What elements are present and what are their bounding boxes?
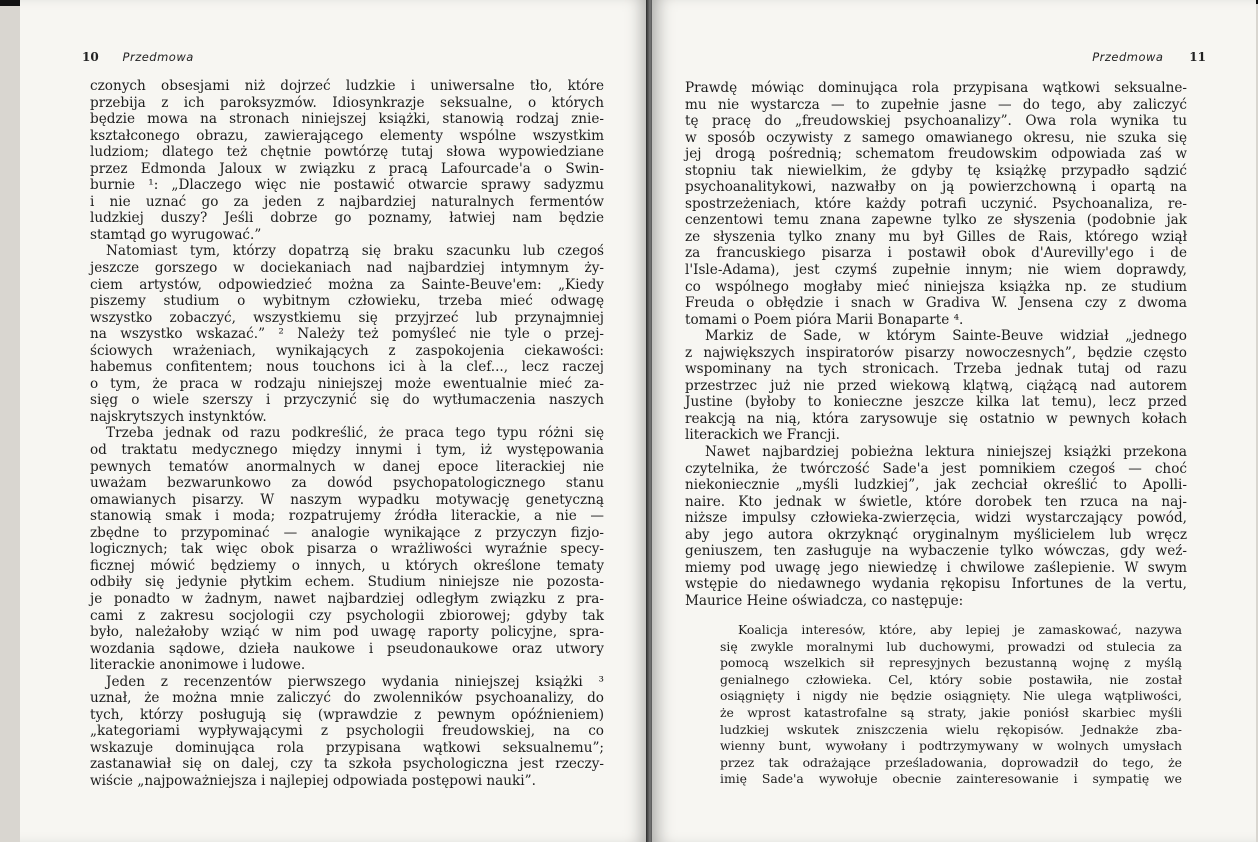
text-line: tych, którzy posługują się (wprawdzie z pewnym opóźnieniem) — [90, 706, 604, 723]
text-line: ficznej mówić będziemy o innych, u których określone tematy — [90, 557, 604, 574]
text-line: Markiz de Sade, w którym Sainte-Beuve widział „jednego — [705, 328, 1187, 345]
text-line: będzie mowa na stronach niniejszej książki, stanowią rodzaj znie- — [90, 111, 604, 128]
text-line: miemy pod uwagę jego niewiedzę i chwilowe zaślepienie. W swym — [685, 559, 1187, 576]
right-page — [652, 0, 1256, 842]
text-line: imię Sade'a wywołuje obecnie zainteresowanie i sympatię we — [720, 771, 1182, 787]
text-line: przez tak odrażające prześladowania, doprowadził do tego, że — [720, 754, 1182, 770]
left-page-header — [82, 50, 194, 64]
text-line: czytelnika, że twórczość Sade'a jest pomnikiem czegoś — choć — [685, 460, 1187, 477]
text-line: co wspólnego mogłaby mieć niniejsza książka np. ze studium — [685, 278, 1187, 295]
text-line: wspominany na tych stronicach. Trzeba jednak tutaj od razu — [685, 361, 1187, 378]
text-line: wstępie do niedawnego wydania rękopisu Infortunes de la vertu, — [685, 576, 1187, 593]
text-line: Maurice Heine oświadcza, co następuje: — [685, 592, 964, 609]
text-line: wozdania sądowe, dzieła naukowe i pseudonaukowe oraz utwory — [90, 640, 604, 657]
text-line: że wprost katastrofalne są straty, jakie poniósł skarbiec myśli — [720, 704, 1182, 720]
text-line: uważam bezwarunkowo za dowód psychopatologicznego stanu — [90, 475, 604, 492]
text-line: wszystko zobaczyć, wszystkiemu się przyjrzeć lub przynajmniej — [90, 309, 604, 326]
text-line: geniuszem, ten zasługuje na wybaczenie tylko wówczas, gdy weź- — [685, 543, 1187, 560]
text-line: osiągnięty i nigdy nie będzie osiągnięty. Nie ulega wątpliwości, — [720, 688, 1182, 704]
text-line: pewnych tematów anormalnych w danej epoce literackiej nie — [90, 458, 604, 475]
text-line: genialnego człowieka. Cel, który sobie postawiła, nie został — [720, 671, 1182, 687]
text-line: cami z zakresu socjologii czy psychologii zbiorowej; gdyby tak — [90, 607, 604, 624]
text-line: odbiły się jedynie płytkim echem. Studium niniejsze nie pozosta- — [90, 574, 604, 591]
text-line: na wszystko wskazać.” ² Należy też pomyśleć nie tyle o przej- — [90, 326, 604, 343]
text-line: Justine (byłoby to konieczne jeszcze kilka lat temu), lecz przed — [685, 394, 1187, 411]
text-line: czonych obsesjami niż dojrzeć ludzkie i uniwersalne tło, które — [90, 78, 604, 94]
text-line: habemus confitentem; nous touchons ici à la clef..., lecz raczej — [90, 359, 604, 376]
text-line: „kategoriami wypływającymi z psychologii freudowskiej, na co — [90, 723, 604, 740]
text-line: przestrzec już nie przed wiekową klątwą, ciążącą nad autorem — [685, 377, 1187, 394]
text-line: Jeden z recenzentów pierwszego wydania niniejszej książki ³ — [106, 673, 604, 690]
text-line: przebija z ich paroksyzmów. Idiosynkrazje seksualne, o których — [90, 94, 604, 111]
text-line: spostrzeżeniach, które każdy potrafi uczynić. Psychoanaliza, re- — [685, 195, 1187, 212]
text-line: wienny bunt, wywołany i podtrzymywany w wolnych umysłach — [720, 738, 1182, 754]
text-line: l'Isle-Adama), jest czymś zupełnie innym; nie wiem doprawdy, — [685, 262, 1187, 279]
right-page-header — [1092, 50, 1206, 64]
text-line: pomocą wszelkich sił represyjnych bezustanną wojnę z myślą — [720, 655, 1182, 671]
text-line: w sposób oczywisty z samego omawianego okresu, nie szuka się — [685, 129, 1187, 146]
text-line: stamtąd go wyrugować.” — [90, 226, 262, 243]
text-line: cenzentowi temu znana zapewne tylko ze słyszenia (podobnie jak — [685, 212, 1187, 229]
right-page-number: 11 — [1189, 50, 1206, 64]
text-line: tę pracę do „freudowskiej psychoanalizy”. Owa rola wynika tu — [685, 113, 1187, 130]
text-line: logicznych; tak więc obok pisarza o wrażliwości wyraźnie specy- — [90, 541, 604, 558]
text-line: sięg o wiele szerszy i przyczynić się do wytłumaczenia naszych — [90, 392, 604, 409]
text-line: ciem artystów, odpowiedzieć można za Sainte-Beuve'em: „Kiedy — [90, 276, 604, 293]
text-line: stanowią smak i moda; rozpatrujemy źródła literackie, a nie — — [90, 508, 604, 525]
text-line: Trzeba jednak od razu podkreślić, że praca tego typu różni się — [106, 425, 604, 442]
text-line: jej drogą pośrednią; schematom freudowskim odpowiada zaś w — [685, 146, 1187, 163]
text-line: burnie ¹: „Dlaczego więc nie postawić otwarcie sprawy sadyzmu — [90, 177, 604, 194]
text-line: reakcją na nią, która zarysowuje się ostatnio w pewnych kołach — [685, 410, 1187, 427]
left-page — [20, 0, 648, 842]
text-line: ludziom; dlatego też chętnie powtórzę tutaj słowa wypowiedziane — [90, 144, 604, 161]
text-line: zbędne to przypominać — analogie wynikające z przyczyn fizjo- — [90, 524, 604, 541]
text-line: było, należałoby wziąć w nim pod uwagę raporty policyjne, spra- — [90, 624, 604, 641]
text-line: Koalicja interesów, które, aby lepiej je zamaskować, nazywa — [738, 622, 1182, 637]
text-line: jeszcze gorszego w dociekaniach nad najbardziej intymnym ży- — [90, 260, 604, 277]
text-line: ściowych wrażeniach, wynikających z zaspokojenia ciekawości: — [90, 342, 604, 359]
left-running-head: Przedmowa — [122, 50, 194, 64]
text-line: aby jego autora okrzyknąć oryginalnym myślicielem lub wręcz — [685, 526, 1187, 543]
text-line: omawianych pisarzy. W naszym wypadku motywację genetyczną — [90, 491, 604, 508]
text-line: z największych inspiratorów pisarzy nowoczesnych”, będzie często — [685, 344, 1187, 361]
text-line: ze słyszenia tylko znany mu był Gilles de Rais, którego wziął — [685, 228, 1187, 245]
text-line: za francuskiego pisarza i postawił obok d'Aurevilly'ego i de — [685, 245, 1187, 262]
text-line: wskazuje dominująca rola przypisana wątkowi seksualnemu”; — [90, 739, 604, 756]
right-running-head: Przedmowa — [1092, 50, 1164, 64]
right-page-body — [685, 80, 1187, 610]
text-line: literackie anonimowe i ludowe. — [90, 657, 306, 674]
text-line: Freuda o obłędzie i snach w Gradiva W. Jensena czy z dwoma — [685, 295, 1187, 312]
text-line: mu nie wystarcza — to zupełnie jasne — do tego, aby zaliczyć — [685, 96, 1187, 113]
left-page-number: 10 — [82, 50, 99, 64]
text-line: tomami o Poem pióra Marii Bonaparte ⁴. — [685, 311, 964, 328]
text-line: literackich we Francji. — [685, 427, 840, 444]
text-line: psychoanalitykowi, nazwałby on ją powierzchowną i opartą na — [685, 179, 1187, 196]
text-line: naire. Kto jednak w świetle, które dorobek ten rzuca na naj- — [685, 493, 1187, 510]
text-line: je ponadto w żadnym, nawet najbardziej odległym związku z pra- — [90, 590, 604, 607]
text-line: stopniu tak niewielkim, że gdyby tę książkę przypadło sądzić — [685, 162, 1187, 179]
text-line: ludzkiej duszy? Jeśli dobrze go poznamy, łatwiej nam będzie — [90, 210, 604, 227]
left-page-body — [90, 78, 604, 790]
text-line: uznał, że można mnie zaliczyć do zwolenników psychoanalizy, do — [90, 690, 604, 707]
text-line: niższe impulsy człowieka-zwierzęcia, widzi wystarczający powód, — [685, 510, 1187, 527]
text-line: piszemy studium o wybitnym człowieku, trzeba mieć odwagę — [90, 293, 604, 310]
text-line: o tym, że praca w rodzaju niniejszej może ewentualnie mieć za- — [90, 375, 604, 392]
text-line: ludzkiej wskutek zniszczenia wielu rękopisów. Jednakże zba- — [720, 721, 1182, 737]
text-line: wiście „najpoważniejsza i najlepiej odpowiada postępowi nauki”. — [90, 772, 536, 789]
text-line: od traktatu medycznego między innymi i tym, iż występowania — [90, 442, 604, 459]
text-line: kształconego obrazu, zawierającego elementy wspólne wszystkim — [90, 127, 604, 144]
text-line: najskrytszych instynktów. — [90, 408, 267, 425]
text-line: zastanawiał się on dalej, czy ta szkoła psychologiczna jest rzeczy- — [90, 756, 604, 773]
text-line: się zwykle moralnymi lub duchowymi, prowadzi od stulecia za — [720, 638, 1182, 654]
block-quote — [720, 622, 1182, 788]
text-line: i nie uznać go za jeden z najbardziej naturalnych fermentów — [90, 193, 604, 210]
text-line: przez Edmonda Jaloux w związku z pracą Lafourcade'a o Swin- — [90, 160, 604, 177]
text-line: niekoniecznie „myśli ludzkiej”, jak zechciał określić to Apolli- — [685, 477, 1187, 494]
text-line: Natomiast tym, którzy dopatrzą się braku szacunku lub czegoś — [106, 243, 604, 260]
text-line: Nawet najbardziej pobieżna lektura niniejszej książki przekona — [705, 444, 1187, 461]
text-line: Prawdę mówiąc dominująca rola przypisana wątkowi seksualne- — [685, 80, 1187, 96]
